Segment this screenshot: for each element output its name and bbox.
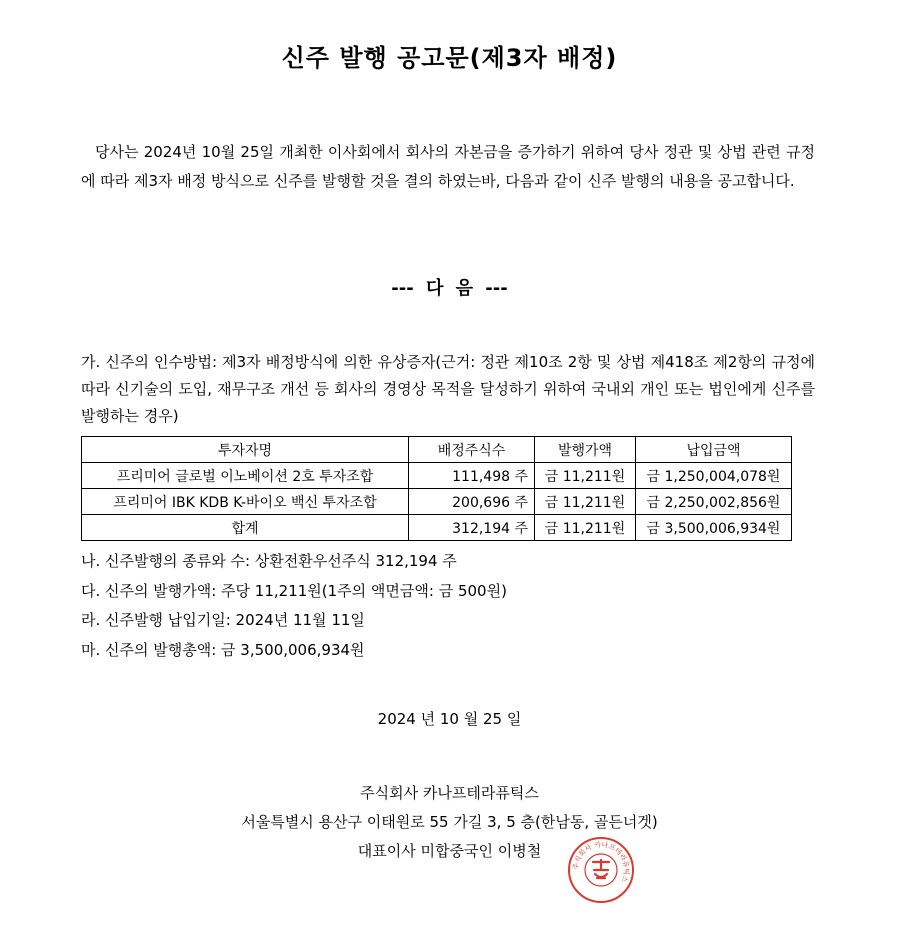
detail-items xyxy=(81,547,815,665)
seal-center-glyph xyxy=(593,860,609,878)
representative: 대표이사 미합중국인 이병철 xyxy=(357,842,542,860)
item-ma: 마. 신주의 발행총액: 금 3,500,006,934원 xyxy=(81,640,365,659)
item-da: 다. 신주의 발행가액: 주당 11,211원(1주의 액면금액: 금 500원) xyxy=(81,581,507,600)
total-price: 금 11,211원 xyxy=(535,515,636,541)
document-title: 신주 발행 공고문(제3자 배정) xyxy=(281,44,618,72)
section-heading: --- 다 음 --- xyxy=(391,278,508,299)
company-name: 주식회사 카나프테라퓨틱스 xyxy=(360,784,539,802)
allocated-shares: 200,696 주 xyxy=(409,489,535,515)
header-price: 발행가액 xyxy=(535,437,636,463)
company-address: 서울특별시 용산구 이태원로 55 가길 3, 5 층(한남동, 골든너겟) xyxy=(241,813,658,831)
investor-name: 프리미어 글로벌 이노베이션 2호 투자조합 xyxy=(82,463,409,489)
total-amount: 금 3,500,006,934원 xyxy=(636,515,792,541)
table-header-row xyxy=(82,437,792,463)
header-investor: 투자자명 xyxy=(82,437,409,463)
seal-ring-text: 주식회사 카나프테라퓨틱스 xyxy=(571,840,631,884)
company-seal xyxy=(567,836,635,904)
signature-block xyxy=(0,779,899,866)
payment-amount: 금 2,250,002,856원 xyxy=(636,489,792,515)
table-total-row xyxy=(82,515,792,541)
intro-paragraph: 당사는 2024년 10월 25일 개최한 이사회에서 회사의 자본금을 증가하기 위하여 당사 정관 및 상법 관련 규정에 따라 제3자 배정 방식으로 신주를 발행할 것을 결의 하였는바, 다음과 같이 신주 발행의 내용을 공고합니다. xyxy=(81,143,815,190)
issue-price: 금 11,211원 xyxy=(535,489,636,515)
investor-name: 프리미어 IBK KDB K-바이오 백신 투자조합 xyxy=(82,489,409,515)
allocated-shares: 111,498 주 xyxy=(409,463,535,489)
allocation-table xyxy=(81,436,792,541)
payment-amount: 금 1,250,004,078원 xyxy=(636,463,792,489)
item-ra: 라. 신주발행 납입기일: 2024년 11월 11일 xyxy=(81,611,365,629)
table-row xyxy=(82,489,792,515)
item-ga: 가. 신주의 인수방법: 제3자 배정방식에 의한 유상증자(근거: 정관 제10조 2항 및 상법 제418조 제2항의 규정에 따라 신기술의 도입, 재무구조 개선 등 회사의 경영상 목적을 달성하기 위하여 국내외 개인 또는 법인에게 신주를 발행하는 경우) xyxy=(81,353,815,425)
item-na: 나. 신주발행의 종류와 수: 상환전환우선주식 312,194 주 xyxy=(81,552,457,570)
total-shares: 312,194 주 xyxy=(409,515,535,541)
table-row xyxy=(82,463,792,489)
header-shares: 배정주식수 xyxy=(409,437,535,463)
notice-date: 2024 년 10 월 25 일 xyxy=(377,710,522,728)
issue-price: 금 11,211원 xyxy=(535,463,636,489)
total-label: 합계 xyxy=(82,515,409,541)
header-amount: 납입금액 xyxy=(636,437,792,463)
